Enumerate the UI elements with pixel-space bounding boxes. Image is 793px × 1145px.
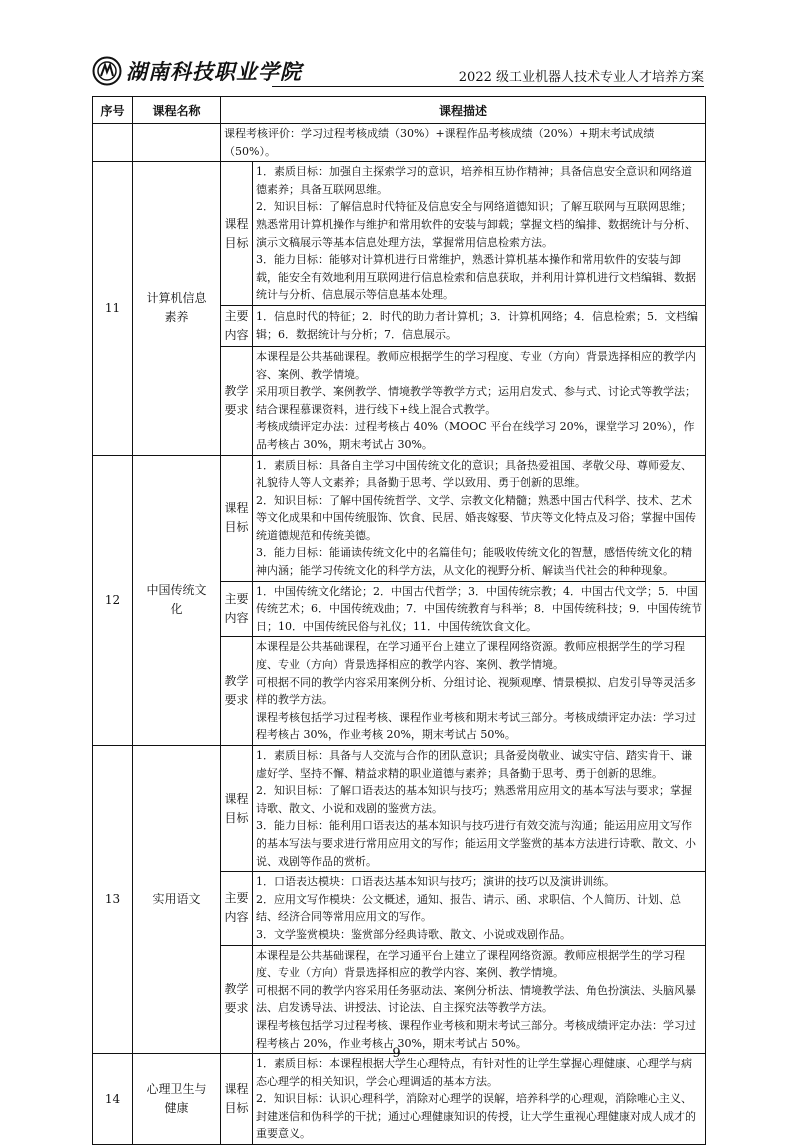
description-line: 1．素质目标：具备与人交流与合作的团队意识；具备爱岗敬业、诚实守信、踏实肯干、谦虚好学、坚持不懈、精益求精的职业道德与素养；具备勤于思考、勇于创新的思维。 [256, 749, 692, 780]
section-label: 课程目标 [221, 746, 253, 872]
header-description: 课程描述 [221, 97, 706, 124]
header-no: 序号 [93, 97, 133, 124]
course-number: 13 [93, 746, 133, 1054]
table-row [93, 1054, 706, 1145]
description-line: 可根据不同的教学内容采用案例分析、分组讨论、视频观摩、情景模拟、启发引导等灵活多样的教学方法。 [256, 675, 696, 707]
section-description [253, 872, 706, 945]
section-description [253, 455, 706, 581]
continuation-text: 课程考核评价：学习过程考核成绩（30%）+课程作品考核成绩（20%）+期末考试成绩（50%）。 [221, 124, 706, 162]
section-label: 教学要求 [221, 346, 253, 455]
description-line: 本课程是公共基础课程，在学习通平台上建立了课程网络资源。教师应根据学生的学习程度、专业（方向）背景选择相应的教学内容、案例、教学情境。 [256, 640, 685, 672]
description-line: 2．应用文写作模块：公文概述，通知、报告、请示、函、求职信、个人简历、计划、总结、经济合同等常用应用文的写作。 [256, 892, 681, 924]
description-line: 3．能力目标：能够对计算机进行日常维护，熟悉计算机基本操作和常用软件的安装与卸载，能安全有效地利用互联网进行信息检索和信息获取，并利用计算机进行文档编辑、数据统计与分析、信息展示等信息基本处理。 [256, 253, 696, 302]
description-line: 2．知识目标：了解信息时代特征及信息安全与网络道德知识；了解互联网与互联网思维；熟悉常用计算机操作与维护和常用软件的安装与卸载；掌握文档的编排、数据统计与分析、演示文稿展示等基本信息处理方法，掌握常用信息检索方法。 [256, 200, 696, 249]
description-line: 2．知识目标：认识心理科学，消除对心理学的误解，培养科学的心理观，消除唯心主义、封建迷信和伪科学的干扰；通过心理健康知识的传授，让大学生重视心理健康对成人成才的重要意义。 [256, 1092, 696, 1141]
section-label: 课程目标 [221, 1054, 253, 1145]
section-description [253, 581, 706, 637]
section-description [253, 305, 706, 346]
description-line: 课程考核包括学习过程考核、课程作业考核和期末考试三部分。考核成绩评定办法：学习过程考核占 20%，作业考核占 30%，期末考试占 50%。 [256, 1018, 696, 1050]
header-rule [272, 86, 704, 87]
section-label: 课程目标 [221, 162, 253, 306]
description-line: 1．素质目标：具备自主学习中国传统文化的意识；具备热爱祖国、孝敬父母、尊师爱友、礼貌待人等人文素养；具备勤于思考、学以致用、勇于创新的思维。 [256, 458, 692, 490]
table-row [93, 455, 706, 581]
continuation-row [93, 124, 706, 162]
course-number: 11 [93, 162, 133, 455]
description-line: 考核成绩评定办法：过程考核占 40%（MOOC 平台在线学习 20%，课堂学习 20%），作品考核占 30%，期末考试占 30%。 [256, 420, 695, 451]
section-label: 课程目标 [221, 455, 253, 581]
description-line: 本课程是公共基础课程，在学习通平台上建立了课程网络资源。教师应根据学生的学习程度、专业（方向）背景选择相应的教学内容、案例、教学情境。 [256, 948, 685, 980]
section-label: 主要内容 [221, 581, 253, 637]
course-name: 实用语文 [133, 746, 221, 1054]
section-label: 主要内容 [221, 305, 253, 346]
description-line: 1．中国传统文化绪论；2．中国古代哲学；3．中国传统宗教；4．中国古代文学；5．中国传统艺术；6．中国传统戏曲；7．中国传统教育与科举；8．中国传统科技；9．中国传统节日；10．中国传统民俗与礼仪；11．中国传统饮食文化。 [256, 584, 702, 633]
header-course-name: 课程名称 [133, 97, 221, 124]
section-description [253, 746, 706, 872]
section-description [253, 1054, 706, 1145]
description-line: 1．口语表达模块：口语表达基本知识与技巧；演讲的技巧以及演讲训练。 [256, 875, 615, 889]
course-number: 12 [93, 455, 133, 746]
course-number: 14 [93, 1054, 133, 1145]
section-label: 教学要求 [221, 945, 253, 1054]
description-line: 3．能力目标：能利用口语表达的基本知识与技巧进行有效交流与沟通；能运用应用文写作的基本写法与要求进行常用应用文的写作；能运用文学鉴赏的基本方法进行诗歌、散文、小说、戏剧等作品的赏析。 [256, 819, 696, 868]
section-label: 教学要求 [221, 637, 253, 746]
table-row [93, 746, 706, 872]
description-line: 1．信息时代的特征；2．时代的助力者计算机；3．计算机网络；4．信息检索；5．文档编辑；6．数据统计与分析；7．信息展示。 [256, 310, 698, 341]
description-line: 3．文学鉴赏模块：鉴赏部分经典诗歌、散文、小说或戏剧作品。 [256, 927, 571, 941]
course-name: 中国传统文化 [133, 455, 221, 746]
section-description [253, 637, 706, 746]
description-line: 1．素质目标：本课程根据大学生心理特点，有针对性的让学生掌握心理健康、心理学与病态心理学的相关知识，学会心理调适的基本方法。 [256, 1057, 692, 1088]
description-line: 2．知识目标：了解口语表达的基本知识与技巧；熟悉常用应用文的基本写法与要求；掌握诗歌、散文、小说和戏剧的鉴赏方法。 [256, 784, 692, 815]
description-line: 课程考核包括学习过程考核、课程作业考核和期末考试三部分。考核成绩评定办法：学习过程考核占 30%，作业考核 20%，期末考试占 50%。 [256, 710, 696, 742]
document-title: 2022 级工业机器人技术专业人才培养方案 [458, 70, 704, 85]
school-name: 湖南科技职业学院 [126, 59, 302, 84]
course-table [92, 96, 706, 1145]
description-line: 可根据不同的教学内容采用任务驱动法、案例分析法、情境教学法、角色扮演法、头脑风暴法、启发诱导法、讲授法、讨论法、自主探究法等教学方法。 [256, 983, 696, 1015]
table-row [93, 162, 706, 306]
description-line: 2．知识目标：了解中国传统哲学、文学、宗教文化精髓；熟悉中国古代科学、技术、艺术等文化成果和中国传统服饰、饮食、民居、婚丧嫁娶、节庆等文化特点及习俗；掌握中国传统道德规范和传统美德。 [256, 493, 696, 542]
description-line: 本课程是公共基础课程。教师应根据学生的学习程度、专业（方向）背景选择相应的教学内容、案例、教学情境。 [256, 349, 696, 381]
page-header [92, 50, 704, 90]
table-header-row [93, 97, 706, 124]
section-description [253, 945, 706, 1054]
description-line: 3．能力目标：能诵读传统文化中的名篇佳句；能吸收传统文化的智慧，感悟传统文化的精神内涵；能学习传统文化的科学方法，从文化的视野分析、解读当代社会的种种现象。 [256, 546, 692, 578]
section-description [253, 346, 706, 455]
section-description [253, 162, 706, 306]
school-logo-icon [92, 56, 122, 86]
course-name: 计算机信息素养 [133, 162, 221, 455]
course-name: 心理卫生与健康 [133, 1054, 221, 1145]
description-line: 采用项目教学、案例教学、情境教学等教学方式；运用启发式、参与式、讨论式等教学法；结合课程慕课资料，进行线下+线上混合式教学。 [256, 385, 696, 416]
description-line: 1．素质目标：加强自主探索学习的意识，培养相互协作精神；具备信息安全意识和网络道德素养；具备互联网思维。 [256, 165, 692, 196]
section-label: 主要内容 [221, 872, 253, 945]
page-number: 9 [392, 1046, 401, 1061]
